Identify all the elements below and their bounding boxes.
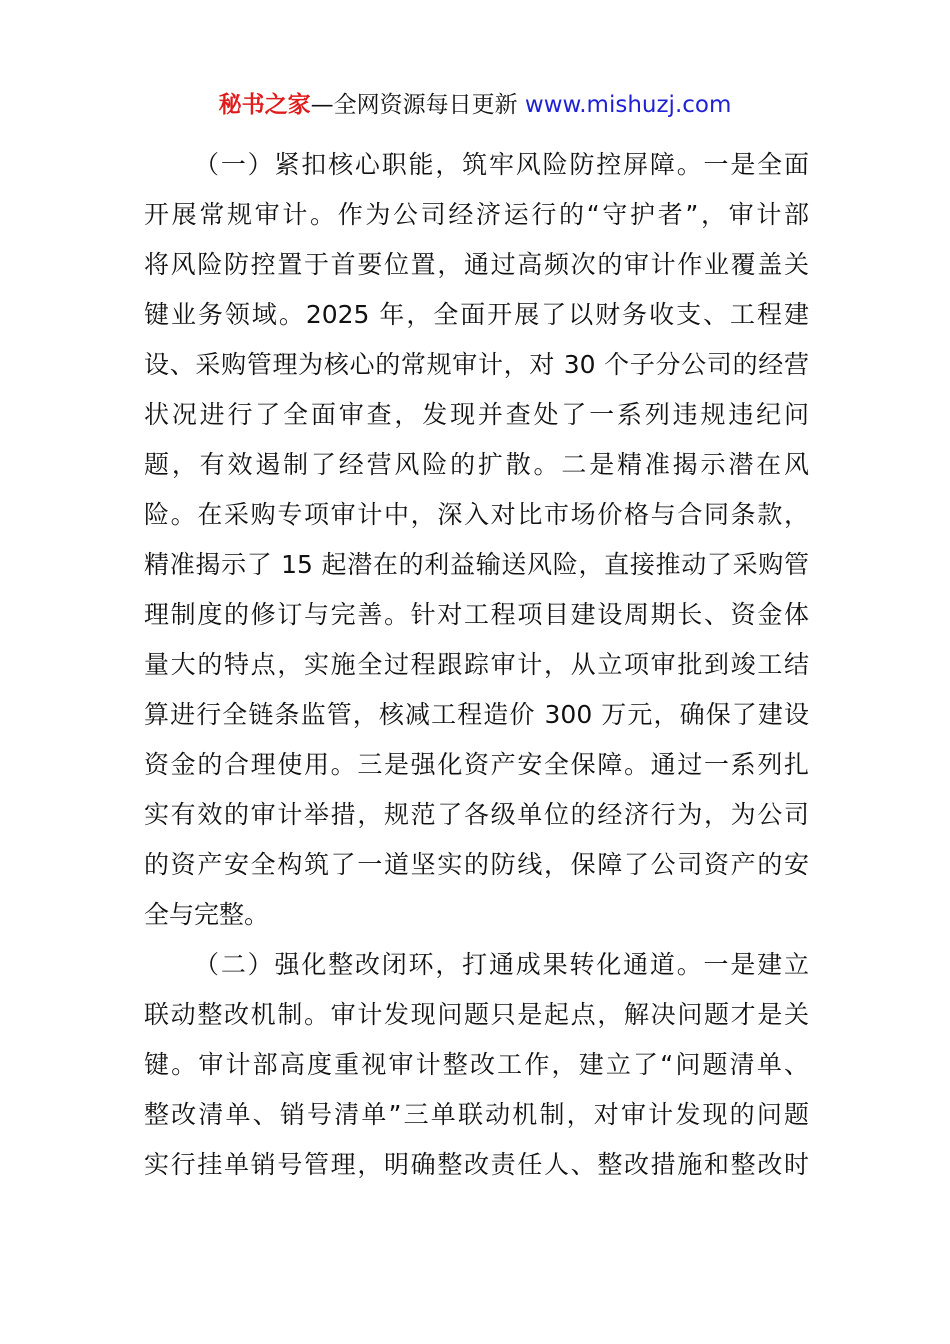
paragraph-line: 的资产安全构筑了一道坚实的防线，保障了公司资产的安 (144, 850, 809, 879)
paragraph-line: （一）紧扣核心职能，筑牢风险防控屏障。一是全面 (194, 150, 809, 179)
paragraph-line: 状况进行了全面审查，发现并查处了一系列违规违纪问 (144, 400, 809, 429)
brand-name: 秘书之家 (218, 92, 311, 118)
document-body (144, 140, 809, 1190)
paragraph-line: 设、采购管理为核心的常规审计，对 30 个子分公司的经营 (144, 350, 809, 379)
paragraph-line: 理制度的修订与完善。针对工程项目建设周期长、资金体 (144, 600, 809, 629)
paragraph-line: 整改清单、销号清单”三单联动机制，对审计发现的问题 (144, 1100, 809, 1129)
paragraph-line: 题，有效遏制了经营风险的扩散。二是精准揭示潜在风 (144, 450, 809, 479)
paragraph-line: 资金的合理使用。三是强化资产安全保障。通过一系列扎 (144, 750, 809, 779)
paragraph-line: 键。审计部高度重视审计整改工作，建立了“问题清单、 (144, 1050, 809, 1079)
site-url-link[interactable]: www.mishuzj.com (524, 92, 732, 118)
paragraph-line: 开展常规审计。作为公司经济运行的“守护者”，审计部 (144, 200, 809, 229)
paragraph-line: 算进行全链条监管，核减工程造价 300 万元，确保了建设 (144, 700, 809, 729)
paragraph-2 (144, 940, 809, 1190)
paragraph-line: （二）强化整改闭环，打通成果转化通道。一是建立 (194, 950, 809, 979)
paragraph-line: 精准揭示了 15 起潜在的利益输送风险，直接推动了采购管 (144, 550, 809, 579)
paragraph-line: 将风险防控置于首要位置，通过高频次的审计作业覆盖关 (144, 250, 809, 279)
paragraph-line: 联动整改机制。审计发现问题只是起点，解决问题才是关 (144, 1000, 809, 1029)
header-tagline: —全网资源每日更新 (310, 92, 525, 118)
paragraph-line: 险。在采购专项审计中，深入对比市场价格与合同条款， (144, 500, 809, 529)
paragraph-line: 全与完整。 (144, 900, 270, 929)
paragraph-line: 实行挂单销号管理，明确整改责任人、整改措施和整改时 (144, 1150, 809, 1179)
paragraph-line: 键业务领域。2025 年，全面开展了以财务收支、工程建 (144, 300, 809, 329)
paragraph-1 (144, 140, 809, 940)
paragraph-line: 量大的特点，实施全过程跟踪审计，从立项审批到竣工结 (144, 650, 809, 679)
paragraph-line: 实有效的审计举措，规范了各级单位的经济行为，为公司 (144, 800, 809, 829)
site-header (0, 88, 950, 122)
